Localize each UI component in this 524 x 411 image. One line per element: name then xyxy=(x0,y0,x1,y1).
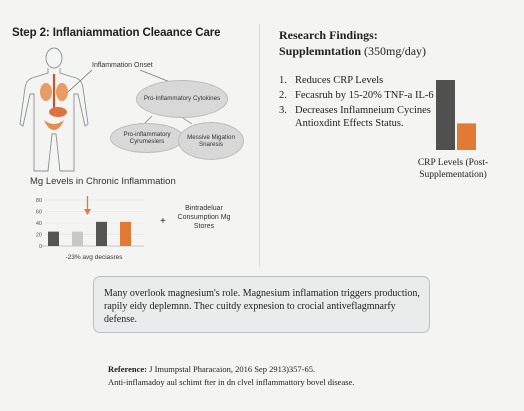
callout-text: Many overlook magnesium's role. Magnesium inflamation triggers production, rapily eidy deplemnn. Thec cuitdy expnesion to crocial antiveflagmnarfy defense. xyxy=(104,288,420,325)
mg-bar xyxy=(96,222,107,246)
finding-number: 1. xyxy=(279,75,287,86)
supplementation-subtitle xyxy=(279,44,426,60)
mg-chart-title: Mg Levels in Chronic Inflammation xyxy=(30,176,176,187)
supplementation-bold: Supplemntation xyxy=(279,44,362,58)
mg-bar xyxy=(120,222,131,246)
mg-levels-chart xyxy=(34,194,154,264)
organ-icons xyxy=(40,74,68,130)
node-pro-inflammatory-cytokines: Pro-Inflammatory Cytokines xyxy=(136,80,228,118)
mg-stores-note: Bintradeluar Consumption Mg Stores xyxy=(177,205,231,230)
mg-bar xyxy=(72,232,83,246)
crp-bar xyxy=(457,123,476,150)
panel-divider xyxy=(259,24,260,266)
finding-number: 3. xyxy=(279,105,287,117)
mg-bar xyxy=(48,232,59,246)
mg-ytick-label: 40 xyxy=(35,221,42,227)
findings-list xyxy=(279,74,439,133)
plus-symbol: + xyxy=(160,216,166,227)
mg-ytick-label: 20 xyxy=(35,232,42,239)
node-pro-inflammatory-cyrumesiers: Pro-inflammatory Cyrumesiers xyxy=(110,123,184,153)
crp-chart-label: CRP Levels (Post-Supplementation) xyxy=(417,158,489,181)
reference-line-2: Anti-inflamadoy aul schimt fter in dn clvel inflammattory bovel disease. xyxy=(108,377,355,387)
mg-caption: -23% avg deciasres xyxy=(65,254,123,261)
step-title: Step 2: Inflaniammation Cleaance Care xyxy=(12,27,221,39)
mg-ytick-label: 0 xyxy=(38,244,42,250)
human-body-illustration xyxy=(8,46,100,176)
reference-citation: J Imumpstal Pharacaion, 2016 Sep 2913)357-65. xyxy=(149,364,316,374)
crp-levels-chart xyxy=(436,72,496,152)
mg-ytick-label: 80 xyxy=(35,198,42,204)
down-arrowhead-icon xyxy=(84,209,91,215)
finding-item xyxy=(279,89,439,102)
finding-text: Fecasruh by 15-20% TNF-a IL-6 xyxy=(295,90,434,102)
research-findings-heading: Research Findings: xyxy=(279,28,378,42)
finding-number: 2. xyxy=(279,90,287,102)
finding-text: Decreases Inflamneium Cycines Antioxdint Effects Status. xyxy=(295,105,431,130)
crp-bar xyxy=(436,80,455,150)
inflammation-onset-label: Inflammation Onset xyxy=(92,62,153,69)
mg-ytick-label: 60 xyxy=(35,209,42,216)
finding-item xyxy=(279,74,439,87)
finding-item xyxy=(279,104,439,130)
reference-label: Reference: xyxy=(108,364,148,374)
reference-line xyxy=(108,364,315,374)
node-messive-migation: Messive Migation Snaresis xyxy=(178,122,244,160)
finding-text: Reduces CRP Levels xyxy=(295,75,384,86)
supplementation-dose: (350mg/day) xyxy=(364,44,427,58)
